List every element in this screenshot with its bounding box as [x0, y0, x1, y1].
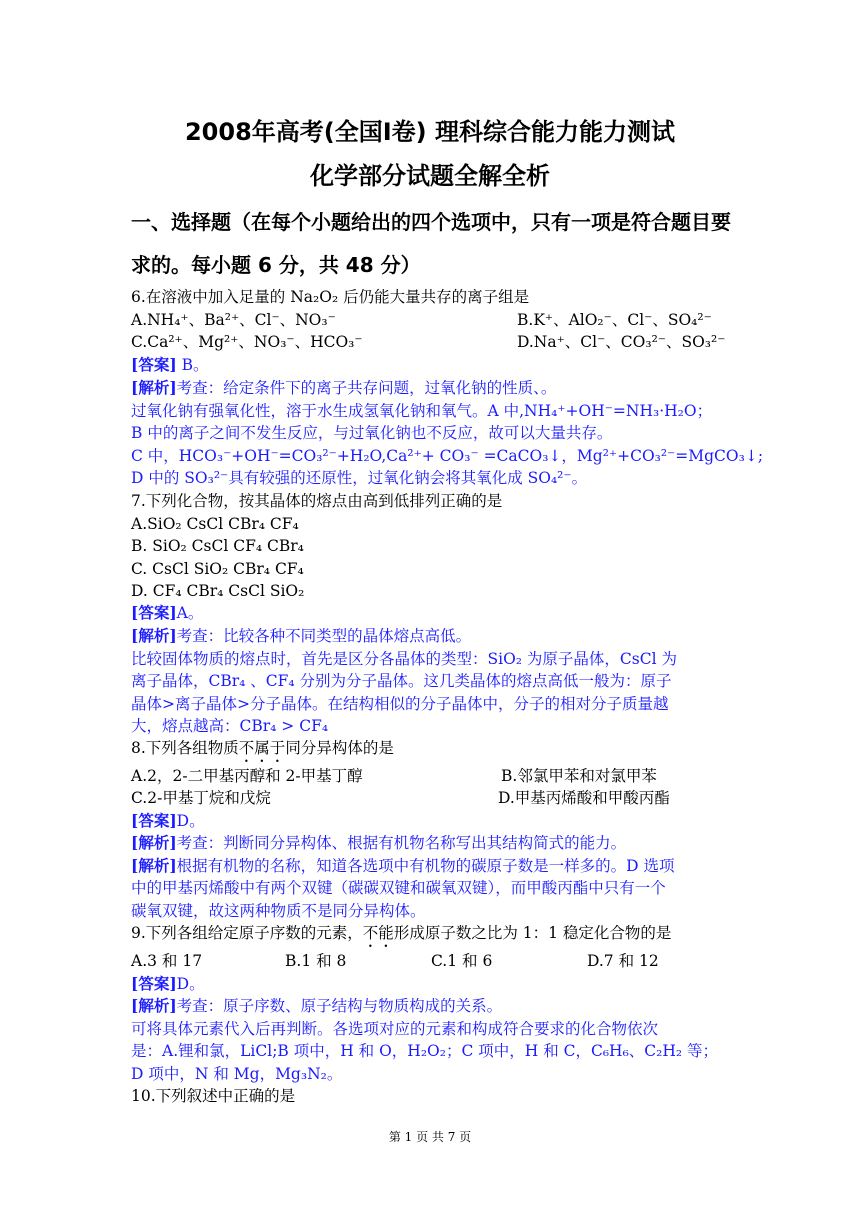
question-6-option-b: B.K⁺、AlO₂⁻、Cl⁻、SO₄²⁻ — [517, 311, 712, 329]
question-8-analysis-line: [解析]考查：判断同分异构体、根据有机物名称写出其结构简式的能力。 — [131, 833, 627, 852]
question-7-option-b: B. SiO₂ CsCl CF₄ CBr₄ — [131, 537, 304, 555]
question-6-option-a: A.NH₄⁺、Ba²⁺、Cl⁻、NO₃⁻ — [131, 311, 336, 329]
question-8-analysis-line: 中的甲基丙烯酸中有两个双键（碳碳双键和碳氧双键），而甲酸丙酯中只有一个 — [131, 879, 666, 897]
question-8-answer: [答案]D。 — [131, 811, 205, 830]
question-8-option-d: D.甲基丙烯酸和甲酸丙酯 — [498, 789, 670, 807]
question-9-option-b: B.1 和 8 — [285, 952, 347, 970]
question-9-option-a: A.3 和 17 — [131, 952, 203, 970]
answer-label: [答案] — [131, 974, 177, 993]
question-8-analysis-line: [解析]根据有机物的名称，知道各选项中有机物的碳原子数是一样多的。D 选项 — [131, 856, 675, 875]
document-subtitle: 化学部分试题全解全析 — [310, 162, 550, 190]
question-8-stem-emphasis: 不属于 — [238, 739, 286, 757]
question-7-stem: 7.下列化合物，按其晶体的熔点由高到低排列正确的是 — [131, 492, 503, 510]
question-6-analysis-line: B 中的离子之间不发生反应，与过氧化钠也不反应，故可以大量共存。 — [131, 424, 613, 442]
question-6-analysis-line: 过氧化钠有强氧化性，溶于水生成氢氧化钠和氧气。A 中,NH₄⁺+OH⁻=NH₃·H₂O； — [131, 402, 713, 420]
question-9-analysis-line: 是：A.锂和氯，LiCl;B 项中，H 和 O，H₂O₂；C 项中，H 和 C，C₆H₆、C₂H₂ 等； — [131, 1042, 719, 1060]
question-8-option-b: B.邻氯甲苯和对氯甲苯 — [501, 767, 657, 785]
question-7-answer: [答案]A。 — [131, 603, 204, 622]
question-9-stem-start: 9.下列各组给定原子序数的元素， — [131, 924, 363, 942]
question-7-analysis-line: [解析]考查：比较各种不同类型的晶体熔点高低。 — [131, 626, 472, 645]
question-7-option-c: C. CsCl SiO₂ CBr₄ CF₄ — [131, 560, 304, 578]
question-7-analysis-line: 大，熔点越高：CBr₄ > CF₄ — [131, 717, 329, 735]
answer-label: [解析] — [131, 626, 177, 645]
question-9-option-d: D.7 和 12 — [587, 952, 659, 970]
question-9-analysis-line: D 项中，N 和 Mg，Mg₃N₂。 — [131, 1065, 343, 1083]
question-7-option-d: D. CF₄ CBr₄ CsCl SiO₂ — [131, 582, 305, 600]
document-title: 2008年高考(全国Ⅰ卷) 理科综合能力能力测试 — [184, 118, 676, 146]
question-8-analysis-line: 碳氧双键，故这两种物质不是同分异构体。 — [131, 902, 426, 920]
question-6-stem: 6.在溶液中加入足量的 Na₂O₂ 后仍能大量共存的离子组是 — [131, 288, 530, 306]
question-9-answer: [答案]D。 — [131, 974, 205, 993]
answer-label: [解析] — [131, 378, 177, 397]
question-8-stem — [131, 738, 394, 766]
question-8-stem-start: 8.下列各组物质 — [131, 739, 239, 757]
question-9-stem — [131, 923, 671, 951]
question-9-analysis-line: [解析]考查：原子序数、原子结构与物质构成的关系。 — [131, 996, 503, 1015]
answer-label: [答案] — [131, 811, 177, 830]
question-9-option-c: C.1 和 6 — [431, 952, 493, 970]
question-10-stem: 10.下列叙述中正确的是 — [131, 1087, 296, 1105]
question-7-analysis-line: 离子晶体，CBr₄ 、CF₄ 分别为分子晶体。这几类晶体的熔点高低一般为：原子 — [131, 672, 672, 690]
question-6-option-d: D.Na⁺、Cl⁻、CO₃²⁻、SO₃²⁻ — [517, 333, 726, 351]
question-6-analysis-line: C 中，HCO₃⁻+OH⁻=CO₃²⁻+H₂O,Ca²⁺+ CO₃⁻ =CaCO₃↓，Mg²⁺+CO₃²⁻=MgCO₃↓; — [131, 447, 764, 465]
question-7-option-a: A.SiO₂ CsCl CBr₄ CF₄ — [131, 515, 299, 533]
answer-label: [解析] — [131, 833, 177, 852]
question-8-option-c: C.2-甲基丁烷和戊烷 — [131, 789, 271, 807]
section-heading-line2: 求的。每小题 6 分，共 48 分） — [131, 253, 421, 277]
answer-label: [解析] — [131, 856, 177, 875]
question-7-analysis-line: 比较固体物质的熔点时，首先是区分各晶体的类型：SiO₂ 为原子晶体，CsCl 为 — [131, 650, 677, 668]
answer-label: [答案] — [131, 355, 177, 374]
question-9-analysis-line: 可将具体元素代入后再判断。各选项对应的元素和构成符合要求的化合物依次 — [131, 1020, 659, 1038]
question-6-analysis-line: [解析]考查：给定条件下的离子共存问题，过氧化钠的性质、。 — [131, 378, 557, 397]
page-footer: 第 1 页 共 7 页 — [388, 1130, 472, 1144]
question-6-analysis-line: D 中的 SO₃²⁻具有较强的还原性，过氧化钠会将其氧化成 SO₄²⁻。 — [131, 469, 588, 487]
question-7-analysis-line: 晶体>离子晶体>分子晶体。在结构相似的分子晶体中，分子的相对分子质量越 — [131, 695, 669, 713]
answer-label: [答案] — [131, 603, 177, 622]
question-8-option-a: A.2，2-二甲基丙醇和 2-甲基丁醇 — [131, 767, 363, 785]
question-6-option-c: C.Ca²⁺、Mg²⁺、NO₃⁻、HCO₃⁻ — [131, 333, 363, 351]
question-6-answer: [答案] B。 — [131, 355, 209, 374]
question-9-stem-end: 形成原子数之比为 1：1 稳定化合物的是 — [393, 924, 672, 942]
question-8-stem-end: 同分异构体的是 — [285, 739, 394, 757]
answer-label: [解析] — [131, 996, 177, 1015]
question-9-stem-emphasis: 不能 — [362, 924, 394, 942]
section-heading-line1: 一、选择题（在每个小题给出的四个选项中，只有一项是符合题目要 — [131, 210, 731, 234]
